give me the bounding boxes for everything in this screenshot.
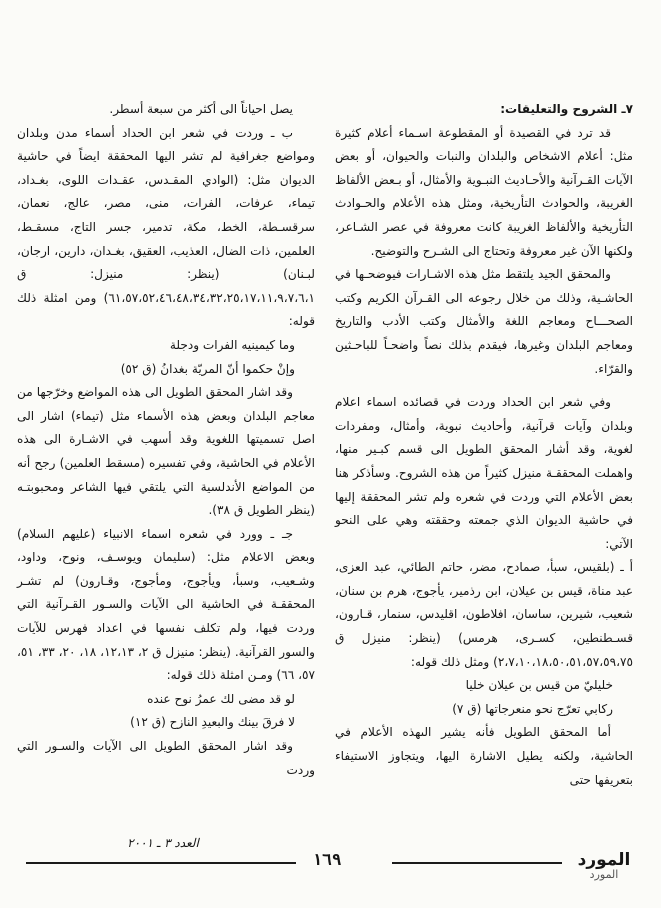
verse-line: وما كيمينيه الفرات ودجلة: [169, 337, 295, 352]
page-footer: [0, 836, 661, 888]
footer-rule: [392, 862, 562, 864]
verse-line: ركابي تعرّج نحو منعرجاتها (ق ٧): [452, 701, 613, 716]
section-heading: ٧ـ الشروح والتعليقات:: [500, 102, 633, 116]
logo-shadow: المورد: [589, 868, 619, 881]
verse-line: خليليّ من قيس بن عيلان خليا: [465, 678, 613, 693]
paragraph: ب ـ وردت في شعر ابن الحداد أسماء مدن وبلدان ومواضع جغرافية لم تشر اليها المحققة ايضاً في حاشية الديوان مثل: (الوادي المقـدس، عقـدات اللوى، بغـداد، تيماء، عرفات، الفرات، منى، مصر، عالج، نعمان، سرقسـطة، الخط، مكة، تدمير، جسر التاج، مسقـط، العلمين، ذات الضال، العذيب، العقيق، بغـدان، دارين، ارجان، لبـنان) (ينظر: منيزل: ق ٦١،٥٧،٥٢،٤٦،٤٨،٣٤،٣٢،٢٥،١٧،١١،٩،٧،٦،١) ومن امثلة ذلك قوله:: [17, 125, 315, 329]
paragraph: أما المحقق الطويل فأنه يشير الىهذه الأعلام في الحاشية، ولكنه يطيل الاشارة اليها، ويتجاوز الاستيفاء بتعريفها حتى: [335, 725, 633, 787]
paragraph: والمحقق الجيد يلتقط مثل هذه الاشـارات فيوضحـها في الحاشـية، وذلك من خلال رجوعه الى القـرآن الكريم وكتب الصحـــاح ومعاجم اللغة والأمثال وكتب الأدب والتاريخ ومعاجم البلدان وغيرها، فيقدم بذلك نصاً واضحـاً للباحـثين والقرّاء.: [335, 267, 633, 376]
right-column: [335, 98, 633, 792]
verse-line: لا فرقَ بينك والبعيدِ النازح (ق ١٢): [130, 715, 295, 730]
logo-text: المورد: [577, 850, 631, 870]
paragraph: وقد اشار المحقق الطويل الى هذه المواضع وخرّجها من معاجم البلدان وبعض هذه الأسماء مثل (تيماء) اشار الى اصل تسميتها اللغوية وقد أسهب في الاشـارة الى هذه الأعلام في الحاشية، وفي تفسيره (مسقط العلمين) رجح أنه من المواضع الأندلسية التي يلتقي فيها الشاعر ومحبوبتـه (ينظر الطويل ق ٣٨).: [17, 385, 315, 518]
left-column: [17, 98, 315, 782]
page-number: ١٦٩: [312, 850, 342, 869]
paragraph: وفي شعر ابن الحداد وردت في قصائده اسماء اعلام وبلدان وآيات قرآنية، وأحاديث نبوية، وأمثال، ومفردات لغوية، وقد أشار المحقق الطويل الى قسم كبـير منها، واهملت المحققـة منيزل كثيراً من هذه الشروح. وسأذكر هنا بعض الأعلام التي وردت في شعره ولم تشر المحققة إليها في حاشية الديوان الذي جمعته وحققته وهي على النحو الآتي:: [335, 395, 633, 551]
paragraph: جـ ـ وورد في شعره اسماء الانبياء (عليهم السلام) وبعض الاعلام مثل: (سليمان ويوسـف، ونوح، وداود، وشـعيب، وسبأ، ويأجوج، ومأجوج، وقـارون) لم تشـر المحققـة في الحاشية الى الآيات والسـور القـرآنية التي وردت فيها، ولم تكلف نفسها في اعداد فهرس للآيات والسور القرآنية. (ينظر: منيزل ق ٢، ١٢،١٣، ١٨، ٢٠، ٣٣، ٥١، ٥٧، ٦٦) ومـن امثلة ذلك قوله:: [17, 526, 316, 683]
issue-label: العدد ٣ ـ ٢٠٠١: [127, 836, 199, 850]
paragraph: أ ـ (بلقيس، سبأ، صمادح، مضر، حاتم الطائي، عبد العزى، عبد مناة، قيس بن عيلان، ابن رذمير، يأجوج، هرم بن سنان، شعيب، شيرين، ساسان، افلاطون، اقليدس، سنمار، قـارون، قسـطنطين، كسـرى، هرمس) (ينظر: منيزل ق ٢،٧،١٠،١٨،٥٠،٥١،٥٧،٥٩،٧٥) ومثل ذلك قوله:: [335, 560, 633, 669]
verse-line: لو قد مضى لك عمرُ نوح عنده: [147, 691, 295, 706]
paragraph: قد ترد في القصيدة أو المقطوعة اسـماء أعلام كثيرة مثل: أعلام الاشخاص والبلدان والنبات والحيوان، أو بعض الآيات القـرآنية والأحـاديث النبـوية والأمثال، أو بـعض الألفاظ الغريبة، والحوادث التأريخية، ومثل هذه الأعلام والحـوادث التأريخية والألفاظ الغريبة كانت معروفة في عصر الشـاعر، ولكنها الآن غير معروفة وتحتاج الى الشـرح والتوضيح.: [335, 125, 633, 258]
journal-logo: [568, 848, 640, 884]
paragraph: يصل احياناً الى أكثر من سبعة أسطر.: [109, 102, 293, 116]
paragraph: وقد اشار المحقق الطويل الى الآيات والسـور التي وردت: [17, 739, 315, 777]
verse-line: وإنْ حكموا أنّ المريّة بغدانُ (ق ٥٢): [120, 361, 295, 376]
footer-rule: [26, 862, 296, 864]
